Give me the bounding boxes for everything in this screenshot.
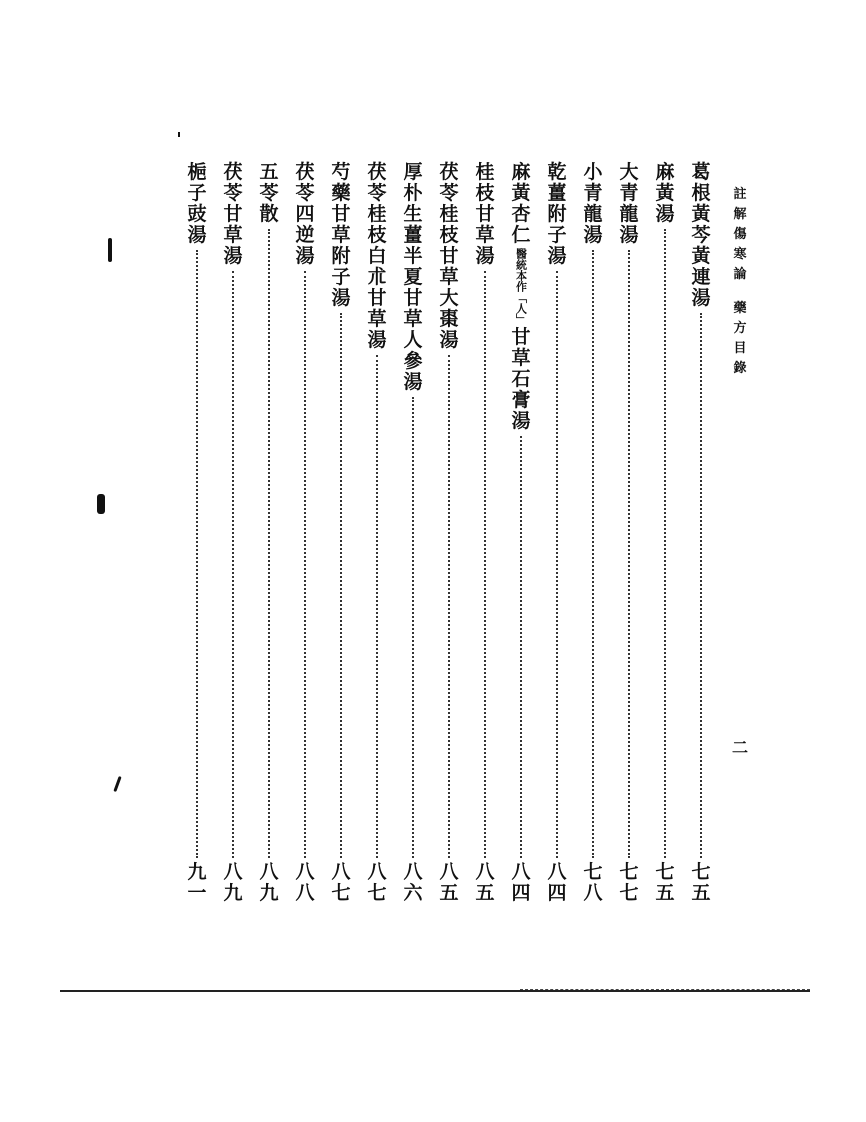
entry-page-number: 八 八 bbox=[295, 861, 315, 904]
entry-page-number: 八 九 bbox=[223, 861, 243, 904]
dot-leader bbox=[700, 313, 702, 858]
toc-entry bbox=[508, 162, 534, 907]
page-number: 二 bbox=[731, 738, 748, 757]
entry-title: 茯 苓 甘 草 湯 bbox=[223, 161, 243, 267]
entry-title: 麻 黃 湯 bbox=[655, 161, 675, 225]
toc-entry bbox=[688, 162, 714, 907]
entry-title: 茯 苓 四 逆 湯 bbox=[295, 161, 315, 267]
dot-leader bbox=[340, 313, 342, 858]
toc-entry bbox=[184, 162, 210, 907]
dot-leader bbox=[592, 250, 594, 858]
toc-entry bbox=[652, 162, 678, 907]
entry-page-number: 七 五 bbox=[691, 861, 711, 904]
dot-leader bbox=[664, 229, 666, 858]
entry-title: 麻 黃 杏 仁 醫統本作「人」 甘 草 石 膏 湯 bbox=[511, 161, 531, 432]
entry-title: 葛 根 黃 芩 黃 連 湯 bbox=[691, 161, 711, 309]
dot-leader bbox=[520, 436, 522, 858]
entry-title: 茯 苓 桂 枝 甘 草 大 棗 湯 bbox=[439, 161, 459, 351]
entry-note: 醫統本作「人」 bbox=[514, 248, 528, 325]
entry-page-number: 八 四 bbox=[511, 861, 531, 904]
section-title: 藥方目錄 bbox=[733, 301, 747, 376]
entry-page-number: 八 四 bbox=[547, 861, 567, 904]
running-header bbox=[728, 185, 752, 379]
dot-leader bbox=[556, 271, 558, 858]
dot-leader bbox=[196, 250, 198, 858]
entry-page-number: 九 一 bbox=[187, 861, 207, 904]
entry-title: 五 苓 散 bbox=[259, 161, 279, 225]
entry-page-number: 八 六 bbox=[403, 861, 423, 904]
entry-page-number: 八 七 bbox=[367, 861, 387, 904]
entry-title: 大 青 龍 湯 bbox=[619, 161, 639, 246]
toc-entry bbox=[472, 162, 498, 907]
ink-mark bbox=[97, 494, 105, 514]
dot-leader bbox=[412, 397, 414, 858]
toc-entry bbox=[292, 162, 318, 907]
toc-entry bbox=[436, 162, 462, 907]
dot-leader bbox=[448, 355, 450, 858]
dot-leader bbox=[628, 250, 630, 858]
dot-leader bbox=[376, 355, 378, 858]
toc-entry bbox=[364, 162, 390, 907]
entry-page-number: 八 五 bbox=[439, 861, 459, 904]
book-title: 註解傷寒論 bbox=[733, 187, 747, 282]
ink-mark bbox=[108, 238, 112, 262]
toc-entry bbox=[616, 162, 642, 907]
dot-leader bbox=[304, 271, 306, 858]
entry-title: 芍 藥 甘 草 附 子 湯 bbox=[331, 161, 351, 309]
toc-entry bbox=[256, 162, 282, 907]
toc-entry bbox=[400, 162, 426, 907]
dot-leader bbox=[232, 271, 234, 858]
toc-entry bbox=[544, 162, 570, 907]
entry-title: 乾 薑 附 子 湯 bbox=[547, 161, 567, 267]
ink-mark bbox=[113, 776, 121, 792]
toc-entry bbox=[328, 162, 354, 907]
entry-title: 梔 子 豉 湯 bbox=[187, 161, 207, 246]
entry-page-number: 七 五 bbox=[655, 861, 675, 904]
entry-page-number: 八 九 bbox=[259, 861, 279, 904]
dot-leader bbox=[268, 229, 270, 858]
entry-page-number: 八 七 bbox=[331, 861, 351, 904]
entry-title: 小 青 龍 湯 bbox=[583, 161, 603, 246]
dot-leader bbox=[484, 271, 486, 858]
entry-title: 桂 枝 甘 草 湯 bbox=[475, 161, 495, 267]
bottom-rule-dashed bbox=[520, 989, 810, 991]
ink-mark bbox=[178, 132, 180, 137]
toc-entry bbox=[580, 162, 606, 907]
entry-title: 茯 苓 桂 枝 白 朮 甘 草 湯 bbox=[367, 161, 387, 351]
entry-page-number: 八 五 bbox=[475, 861, 495, 904]
entry-page-number: 七 八 bbox=[583, 861, 603, 904]
entry-title: 厚 朴 生 薑 半 夏 甘 草 人 參 湯 bbox=[403, 161, 423, 393]
entry-page-number: 七 七 bbox=[619, 861, 639, 904]
toc-entry bbox=[220, 162, 246, 907]
